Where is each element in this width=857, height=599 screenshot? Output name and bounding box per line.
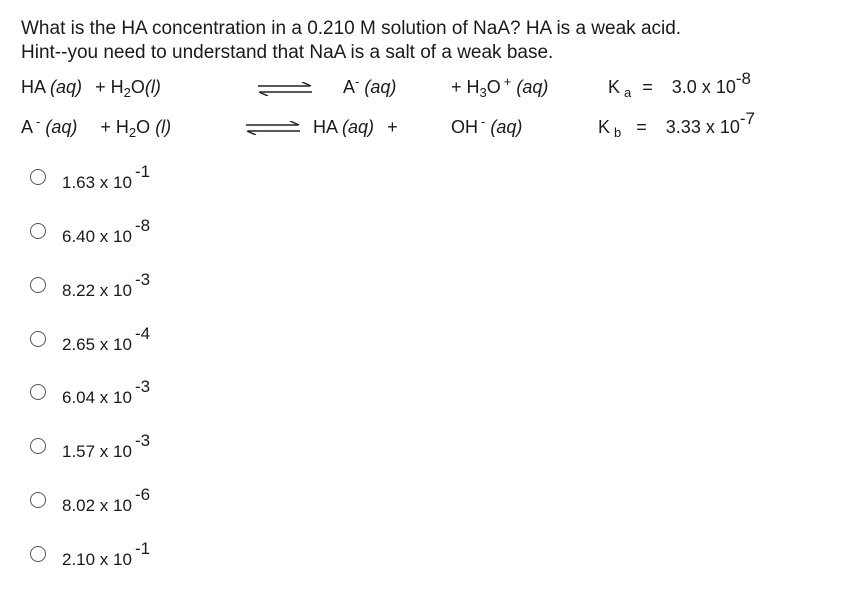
option-label[interactable]: 6.04 x 10-3 — [62, 377, 151, 407]
equilibrium-arrow-icon — [256, 82, 314, 96]
eq2-product-ha: HA (aq) + — [313, 117, 398, 137]
eq1-reactants: HA $(aq) + H_2O(l)$ — [21, 77, 161, 100]
radio-button[interactable] — [30, 546, 46, 562]
radio-button[interactable] — [30, 492, 46, 508]
equilibrium-arrow-icon — [244, 121, 302, 135]
radio-button[interactable] — [30, 169, 46, 185]
eq1-product-a: A- (aq) — [343, 74, 397, 97]
option-label[interactable]: 2.65 x 10-4 — [62, 324, 151, 354]
option-label[interactable]: 2.10 x 10-1 — [62, 539, 151, 569]
option-label[interactable]: 6.40 x 10-8 — [62, 216, 151, 246]
option-label[interactable]: 8.22 x 10-3 — [62, 270, 151, 300]
radio-button[interactable] — [30, 331, 46, 347]
radio-button[interactable] — [30, 277, 46, 293]
eq2-reactants: A - $(aq) + H_2O$ (l) — [21, 114, 172, 140]
question-text — [21, 17, 681, 65]
eq1-ka: K $_a$ = 3.0 x 10-8 — [608, 69, 751, 100]
option-label[interactable]: 8.02 x 10-6 — [62, 485, 151, 515]
radio-button[interactable] — [30, 223, 46, 239]
radio-button[interactable] — [30, 384, 46, 400]
eq2-product-oh: OH - (aq) — [451, 114, 523, 137]
question-line-2: Hint--you need to understand that NaA is a salt of a weak base. — [21, 42, 554, 63]
eq1-product-h3o: + $H_3O$ + (aq) — [451, 74, 549, 100]
option-label[interactable]: 1.63 x 10-1 — [62, 162, 151, 192]
option-label[interactable]: 1.57 x 10-3 — [62, 431, 151, 461]
radio-button[interactable] — [30, 438, 46, 454]
question-line-1: What is the HA concentration in a 0.210 M solution of NaA? HA is a weak acid. — [21, 18, 682, 39]
eq2-kb: K $_b$ = 3.33 x 10-7 — [598, 109, 755, 140]
